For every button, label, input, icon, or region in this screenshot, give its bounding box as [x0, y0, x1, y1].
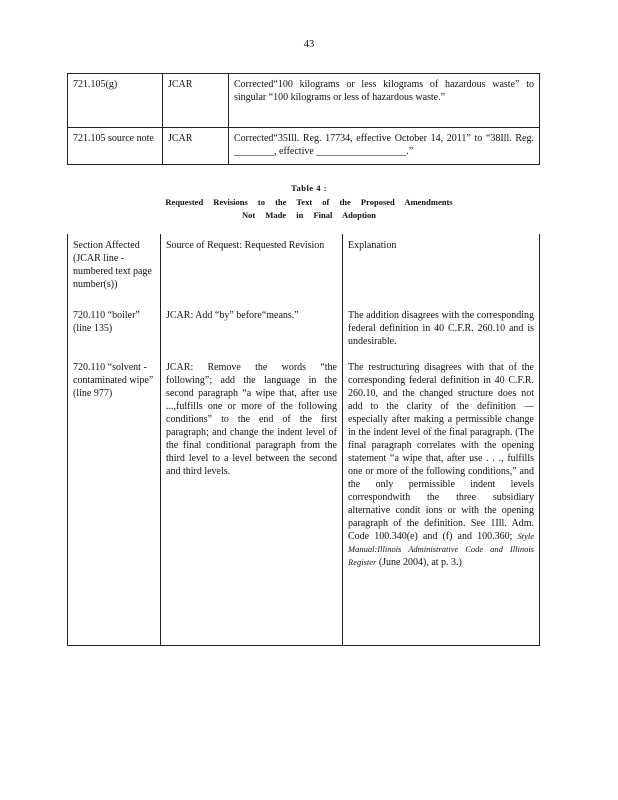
table-row: [68, 356, 540, 646]
table-row: [68, 74, 540, 128]
explanation-cell: [343, 356, 540, 646]
column-header-section: Section Affected (JCAR line - numbered text page number(s)): [68, 234, 161, 304]
corrections-table: [67, 73, 540, 165]
explanation-text-end: (June 2004), at p. 3.): [378, 557, 462, 568]
explanation-cell: Corrected“35Ill. Reg. 17734, effective October 14, 2011” to “38Ill. Reg. ________, effective __________________.”: [229, 128, 540, 165]
explanation-cell: Corrected“100 kilograms or less kilograms of hazardous waste” to singular “100 kilograms or less of hazardous waste.”: [229, 74, 540, 128]
table-row: [68, 128, 540, 165]
table-caption-line: Requested Revisions to the Text of the Proposed Amendments: [165, 197, 453, 207]
explanation-cell: The addition disagrees with the corresponding federal definition in 40 C.F.R. 260.10 and is undesirable.: [343, 304, 540, 356]
source-cell: JCAR: Remove the words “the following”; add the language in the second paragraph “a wipe that, after use ...,fulfills one or more of the following conditions” to the end of the first paragraph; and change the indent level of the final conditional paragraph from the third level to a level between the second and third levels.: [161, 356, 343, 646]
table-caption-title: Table 4 :: [291, 183, 327, 193]
section-cell: 721.105(g): [68, 74, 163, 128]
source-cell: JCAR: [163, 74, 229, 128]
column-header-explanation: Explanation: [343, 234, 540, 304]
table-caption-line: Not Made in Final Adoption: [241, 210, 377, 220]
source-cell: JCAR: Add “by” before“means.”: [161, 304, 343, 356]
header-row: [68, 234, 540, 304]
section-cell: 721.105 source note: [68, 128, 163, 165]
style-manual-reference: Style Manual:Illinois Administrative Code and Illinois Register: [348, 531, 535, 567]
explanation-text: The restructuring disagrees with that of the corresponding federal definition in 40 C.F.R. 260.10, and the changed structure does not add to the clarity of the definition — especially after making a permissible change in the indent level of the final paragraph. (The final paragraph correlates with the opening statement “a wipe that, after use . . ., fulfills one or more of the following conditions,” and the only permissible indent levels correspondwith the three subsidiary alternative condit ions or with the opening paragraph of the definition. See 1Ill. Adm. Code 100.340(e) and (f) and 100.360;: [348, 362, 534, 542]
table-row: [68, 304, 540, 356]
section-cell: 720.110 “boiler” (line 135): [68, 304, 161, 356]
column-header-source: Source of Request: Requested Revision: [161, 234, 343, 304]
section-cell: 720.110 “solvent - contaminated wipe” (line 977): [68, 356, 161, 646]
source-cell: JCAR: [163, 128, 229, 165]
page-number: 43: [303, 39, 315, 50]
requested-revisions-table: [67, 234, 540, 646]
